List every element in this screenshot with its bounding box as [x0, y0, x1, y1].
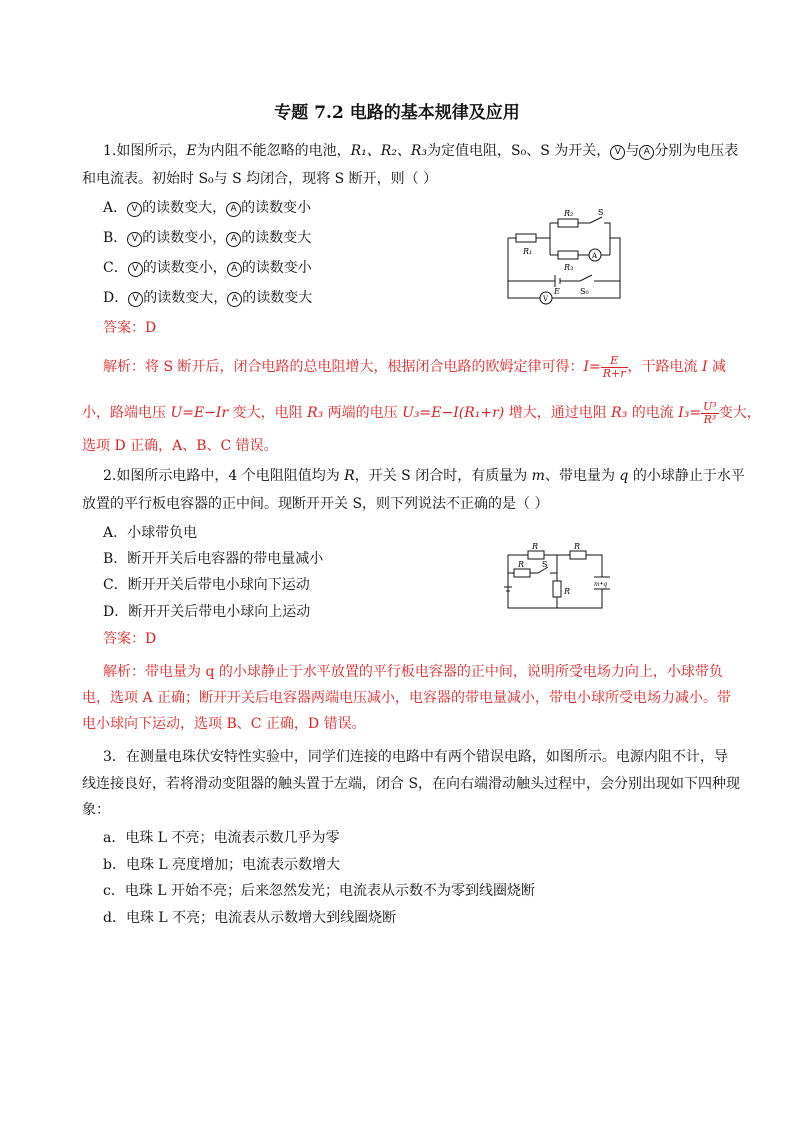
q2-stem-line1: 2.如图所示电路中，4 个电阻阻值均为 R，开关 S 闭合时，有质量为 m、带电量为 q 的小球静止于水平	[103, 468, 745, 484]
q2-option-a: A．小球带负电	[103, 525, 198, 541]
label-r-vertical: R	[564, 587, 571, 596]
q1-option-b: B． V 的读数变小， A 的读数变大	[103, 230, 312, 246]
ammeter-icon: A	[639, 145, 654, 160]
ammeter-icon: A	[226, 202, 241, 217]
q1-explanation-line3: 选项 D 正确，A、B、C 错误。	[82, 438, 278, 454]
page-title: 专题 7.2 电路的基本规律及应用	[274, 103, 520, 123]
q2-option-c: C．断开开关后带电小球向下运动	[103, 577, 310, 593]
voltmeter-icon: V	[128, 262, 143, 277]
voltmeter-icon: V	[128, 292, 143, 307]
q1-option-a: A． V 的读数变大， A 的读数变小	[103, 200, 312, 216]
label-r3: R₃	[564, 263, 574, 272]
ammeter-icon: A	[226, 232, 241, 247]
q2-option-b: B．断开开关后电容器的带电量减小	[103, 551, 324, 567]
q3-item-b: b．电珠 L 亮度增加；电流表示数增大	[103, 857, 341, 873]
q2-circuit-diagram	[502, 543, 622, 613]
q2-explanation-line2: 电，选项 A 正确；断开开关后电容器两端电压减小，电容器的带电量减小，带电小球所受电场力减小。带	[82, 690, 732, 706]
label-mq: m•q	[594, 581, 608, 588]
q1-option-d: D． V 的读数变大， A 的读数变大	[103, 290, 313, 306]
label-r-top-left: R	[532, 543, 539, 551]
q1-option-c: C． V 的读数变小， A 的读数变小	[103, 260, 312, 276]
label-voltmeter: V	[543, 295, 549, 303]
fraction-e-over-r: $\frac{E}{R+r}$	[602, 353, 626, 380]
q2-explanation-line1: 解析：带电量为 q 的小球静止于水平放置的平行板电容器的正中间，说明所受电场力向上，小球带负	[103, 664, 723, 680]
q1-explanation-line1: 解析：将 S 断开后，闭合电路的总电阻增大，根据闭合电路的欧姆定律可得：I= $\frac{E}{R+r}$ ，干路电流 I 减	[103, 353, 726, 380]
q2-explanation-line3: 电小球向下运动，选项 B、C 正确，D 错误。	[82, 716, 366, 732]
q1-stem-line2: 和电流表。初始时 S₀与 S 均闭合，现将 S 断开，则（ ）	[82, 171, 438, 187]
q3-stem-line3: 象：	[82, 802, 110, 818]
q3-item-d: d．电珠 L 不亮；电流表从示数增大到线圈烧断	[103, 910, 397, 926]
q2-answer: 答案：D	[103, 631, 157, 647]
voltmeter-icon: V	[127, 202, 142, 217]
ammeter-icon: A	[227, 262, 242, 277]
label-e: E	[554, 287, 560, 296]
label-r-mid: R	[518, 560, 525, 569]
q3-stem-line1: 3．在测量电珠伏安特性实验中，同学们连接的电路中有两个错误电路，如图所示。电源内阻不计，导	[103, 749, 728, 765]
q1-explanation-line2: 小，路端电压 U=E−Ir 变大，电阻 R₃ 两端的电压 U₃=E−I(R₁+r) 增大，通过电阻 R₃ 的电流 I₃= $\frac{\text{U³}}{\text{R³}}$ 变大，	[82, 399, 761, 426]
q3-stem-line2: 线连接良好，若将滑动变阻器的触头置于左端，闭合 S，在向右端滑动触头过程中，会分别出现如下四种现	[82, 776, 741, 792]
q3-item-c: c．电珠 L 开始不亮；后来忽然发光；电流表从示数不为零到线圈烧断	[103, 883, 536, 899]
voltmeter-icon: V	[610, 145, 625, 160]
q2-stem-line2: 放置的平行板电容器的正中间。现断开开关 S，则下列说法不正确的是（ ）	[82, 496, 549, 512]
q1-stem-line1: 1.如图所示，E为内阻不能忽略的电池，R₁、R₂、R₃为定值电阻，S₀、S 为开关， V 与 A 分别为电压表	[103, 143, 739, 159]
label-r-top-right: R	[574, 543, 581, 551]
q2-option-d: D．断开开关后带电小球向上运动	[103, 604, 311, 620]
voltmeter-icon: V	[127, 232, 142, 247]
label-ammeter: A	[592, 252, 598, 260]
ammeter-icon: A	[227, 292, 242, 307]
q1-circuit-diagram	[500, 203, 625, 308]
label-s: S	[542, 560, 548, 569]
label-s0: S₀	[580, 287, 589, 296]
label-s: S	[598, 208, 604, 217]
q1-answer: 答案：D	[103, 320, 157, 336]
q3-item-a: a．电珠 L 不亮；电流表示数几乎为零	[103, 830, 340, 846]
fraction-u-over-r: $\frac{\text{U³}}{\text{R³}}$	[703, 399, 717, 426]
label-r2: R₂	[564, 209, 574, 218]
label-r1: R₁	[523, 247, 533, 256]
